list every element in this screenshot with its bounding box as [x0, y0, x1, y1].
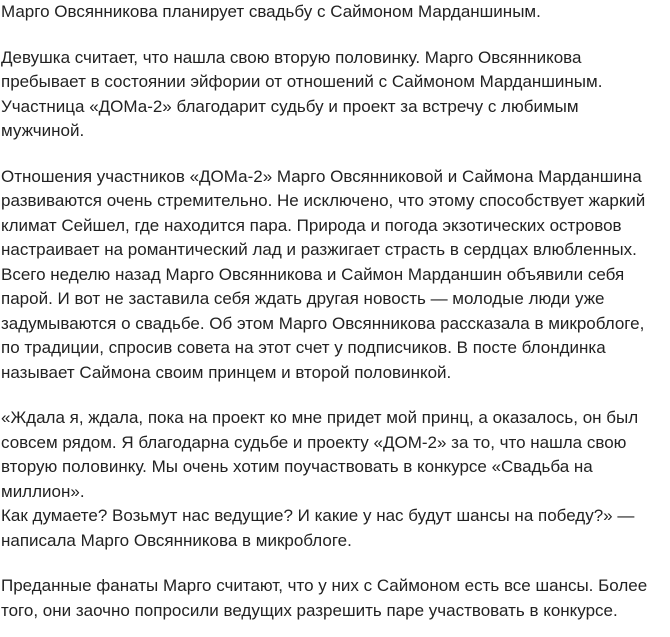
text-line: Всего неделю назад Марго Овсянникова и Саймон Марданшин объявили себя	[1, 264, 625, 284]
paragraph-gap	[1, 553, 670, 574]
paragraph-gap	[1, 25, 670, 46]
text-line: миллион».	[1, 481, 85, 501]
text-line: задумываются о свадьбе. Об этом Марго Овсянникова рассказала в микроблоге,	[1, 313, 645, 333]
text-line: настраивает на романтический лад и разжигает страсть в сердцах влюбленных.	[1, 240, 637, 259]
text-line: развиваются очень стремительно. Не исключено, что этому способствует жаркий	[1, 191, 646, 210]
text-line: совсем рядом. Я благодарна судьбе и проекту «ДОМ-2» за то, что нашла свою	[1, 432, 627, 452]
paragraph-gap	[1, 144, 670, 165]
text-line: того, они заочно попросили ведущих разрешить паре участвовать в конкурсе.	[1, 600, 618, 620]
article-title	[1, 0, 670, 25]
paragraph-conclusion	[1, 574, 670, 623]
title-line: Марго Овсянникова планирует свадьбу с Саймоном Марданшиным.	[1, 2, 541, 21]
text-line: парой. И вот не заставила себя ждать другая новость — молодые люди уже	[1, 289, 605, 308]
text-line: климат Сейшел, где находится пара. Природа и погода экзотических островов	[1, 215, 622, 235]
paragraph-intro	[1, 46, 670, 144]
text-line: Отношения участников «ДОМа-2» Марго Овсянниковой и Саймона Марданшина	[1, 166, 642, 186]
text-line: Преданные фанаты Марго считают, что у них с Саймоном есть все шансы. Более	[1, 576, 648, 595]
text-line: Как думаете? Возьмут нас ведущие? И какие у нас будут шансы на победу?» —	[1, 506, 635, 525]
text-line: пребывает в состоянии эйфории от отношений с Саймоном Марданшиным.	[1, 72, 603, 91]
text-line: по традиции, спросив совета на этот счет у подписчиков. В посте блондинка	[1, 338, 606, 357]
paragraph-body	[1, 165, 670, 386]
text-line: Девушка считает, что нашла свою вторую половинку. Марго Овсянникова	[1, 47, 582, 67]
paragraph-quote	[1, 406, 670, 553]
text-line: написала Марго Овсянникова в микроблоге.	[1, 530, 352, 550]
text-line: называет Саймона своим принцем и второй половинкой.	[1, 362, 452, 382]
text-line: мужчиной.	[1, 121, 85, 140]
text-line: Участница «ДОМа-2» благодарит судьбу и проект за встречу с любимым	[1, 96, 579, 116]
text-line: вторую половинку. Мы очень хотим поучаствовать в конкурсе «Свадьба на	[1, 457, 593, 476]
text-line: «Ждала я, ждала, пока на проект ко мне придет мой принц, а оказалось, он был	[1, 408, 639, 427]
paragraph-gap	[1, 385, 670, 406]
